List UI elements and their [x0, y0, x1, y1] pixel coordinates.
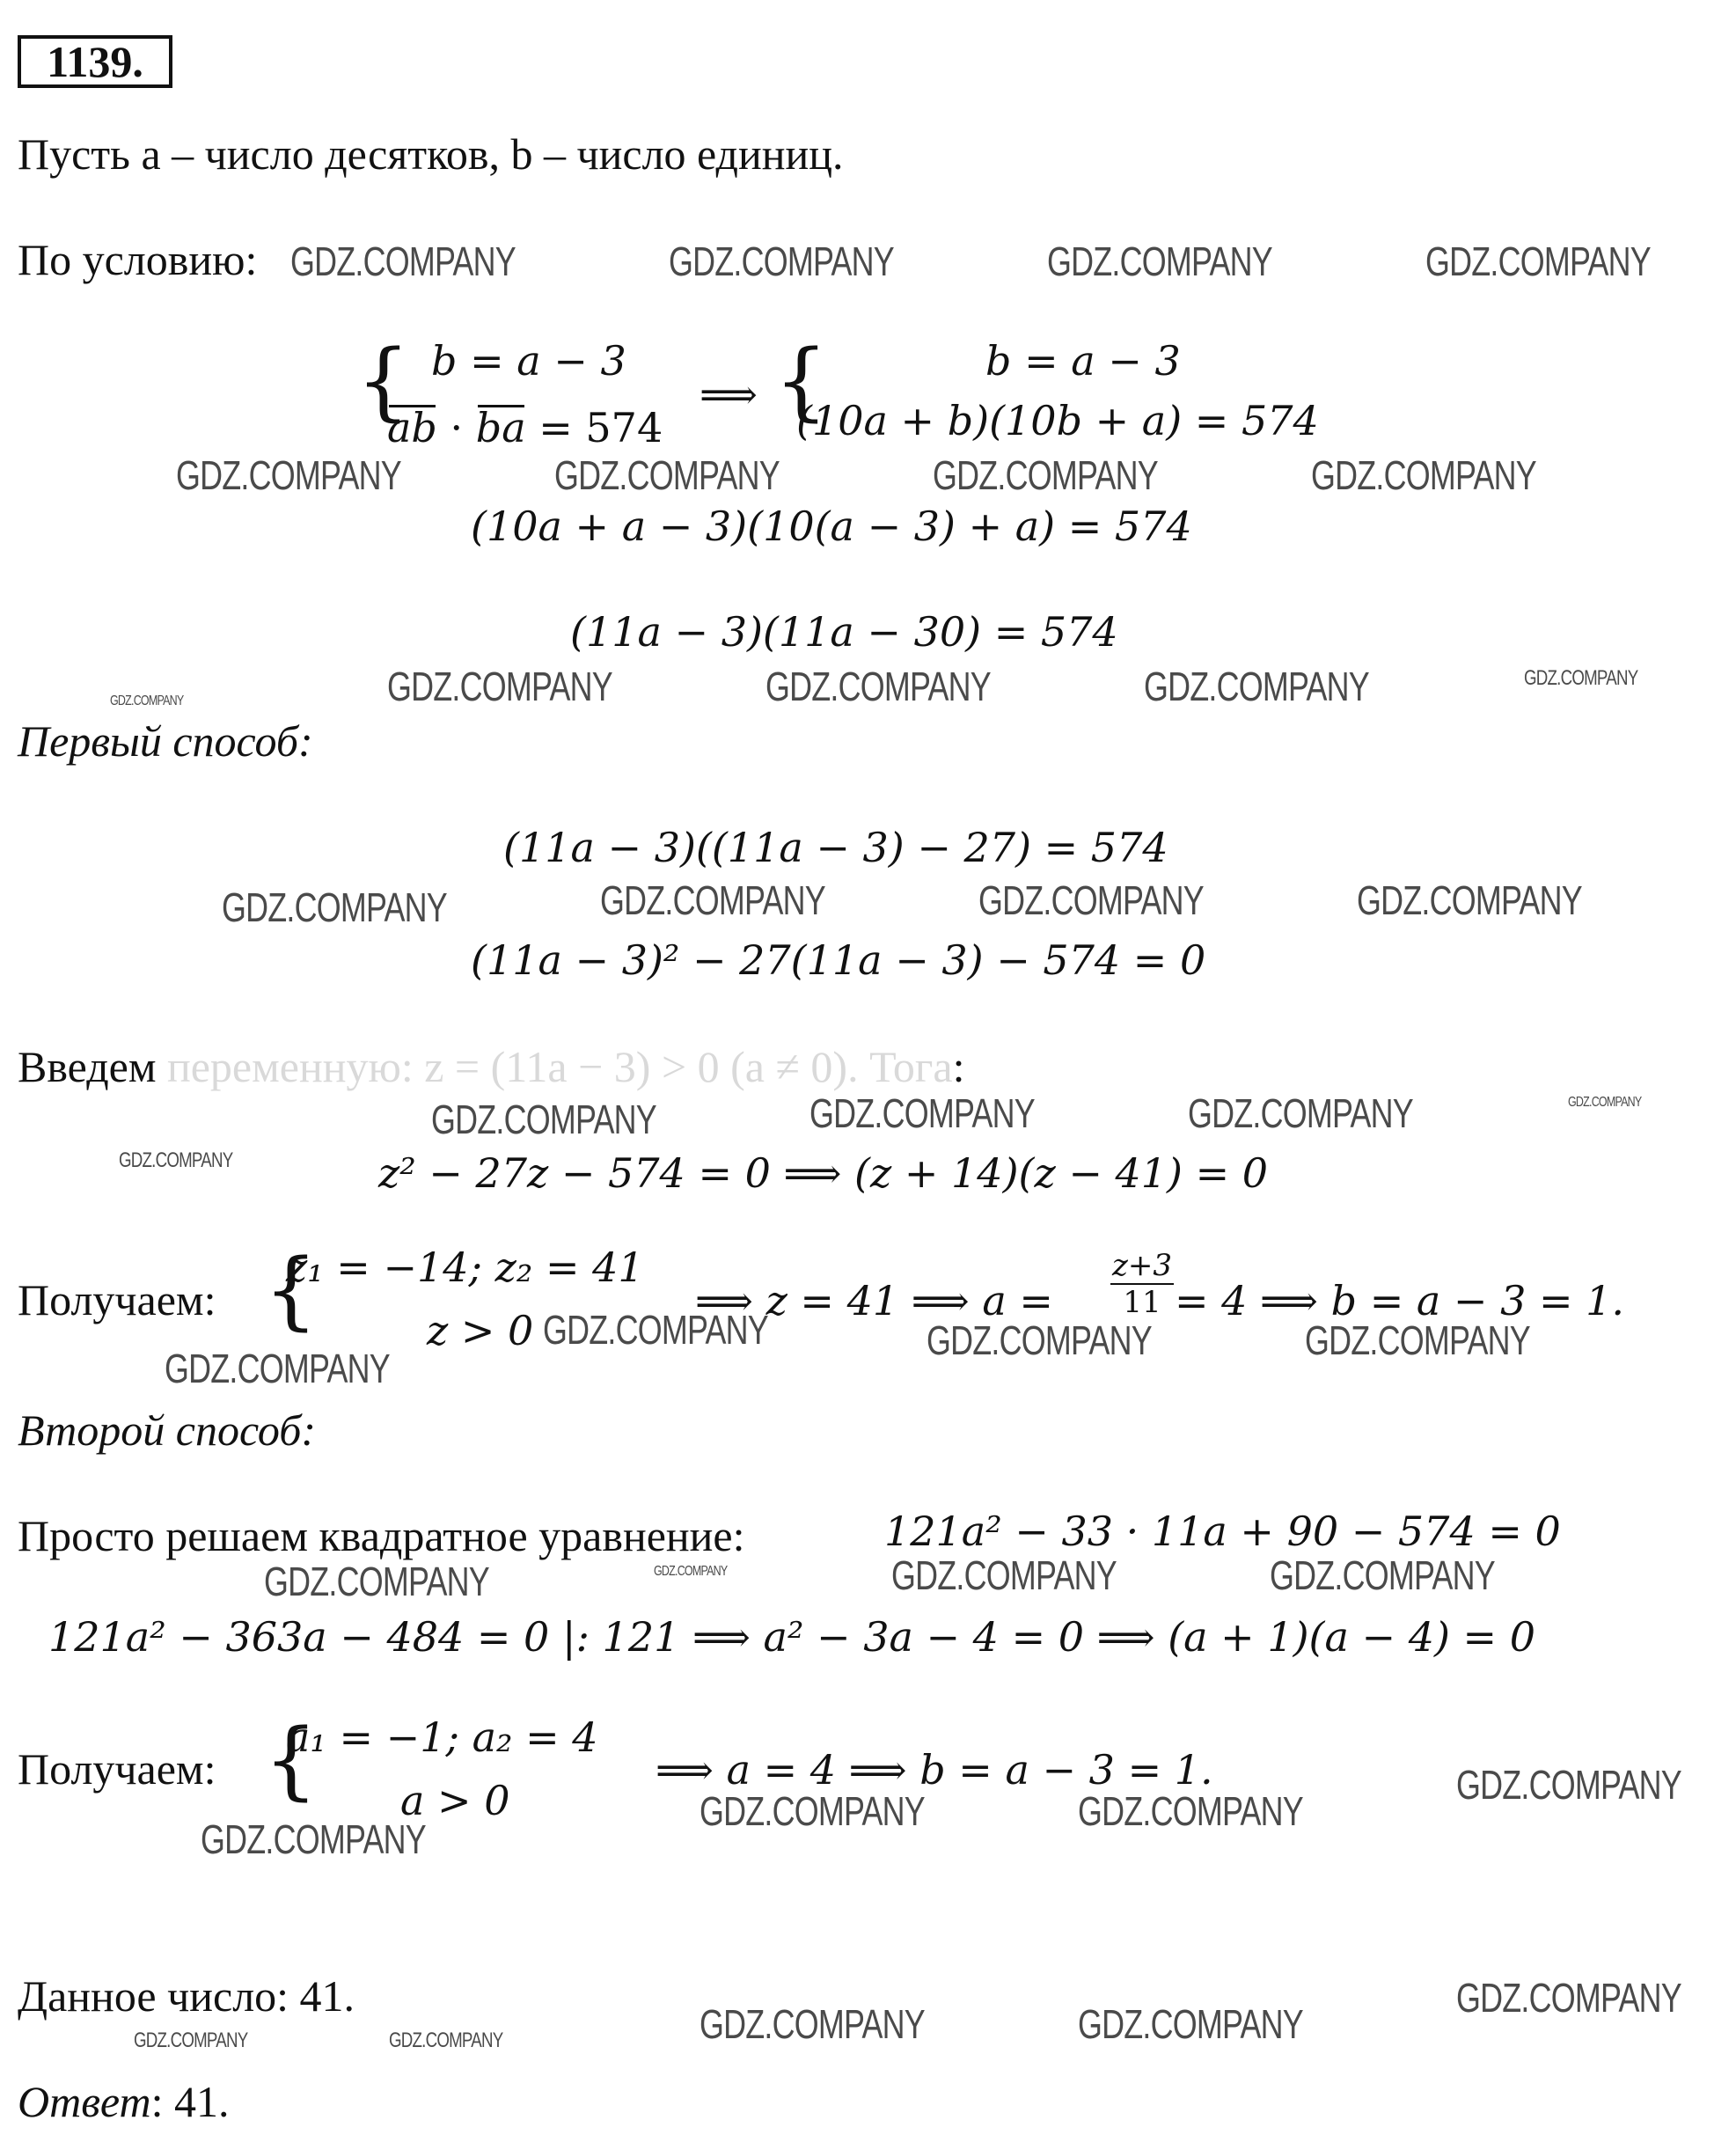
- watermark: GDZ.COMPANY: [290, 238, 516, 284]
- fraction-denominator: 11: [1123, 1285, 1161, 1320]
- substitution-suffix: :: [952, 1042, 965, 1091]
- watermark: GDZ.COMPANY: [978, 877, 1204, 923]
- m2-eq1: 121a² − 363a − 484 = 0 |: 121 ⟹ a² − 3a − 4 = 0 ⟹ (a + 1)(a − 4) = 0: [48, 1613, 1535, 1661]
- system1-line2: [387, 403, 663, 452]
- answer-label: Ответ: [18, 2077, 151, 2126]
- m1-chain-a: ⟹ z = 41 ⟹ a =: [695, 1277, 1053, 1324]
- watermark: GDZ.COMPANY: [1047, 238, 1272, 284]
- m1-sys-line2: z > 0: [427, 1307, 534, 1354]
- fraction-z: [1110, 1248, 1174, 1320]
- watermark: GDZ.COMPANY: [1305, 1317, 1530, 1363]
- system1-rhs-line2: (10a + b)(10b + a) = 574: [796, 397, 1319, 444]
- watermark: GDZ.COMPANY: [654, 1564, 728, 1579]
- m2-sys-line2: a > 0: [400, 1777, 510, 1824]
- watermark: GDZ.COMPANY: [119, 1148, 233, 1172]
- given-number: Данное число: 41.: [18, 1971, 355, 2021]
- watermark: GDZ.COMPANY: [1270, 1552, 1495, 1598]
- watermark: GDZ.COMPANY: [1568, 1095, 1642, 1110]
- watermark: GDZ.COMPANY: [809, 1090, 1035, 1136]
- watermark: GDZ.COMPANY: [891, 1552, 1117, 1598]
- watermark: GDZ.COMPANY: [1524, 666, 1638, 690]
- watermark: GDZ.COMPANY: [1456, 1975, 1681, 2021]
- watermark: GDZ.COMPANY: [1078, 2001, 1303, 2047]
- watermark: GDZ.COMPANY: [1425, 238, 1651, 284]
- m2-chain: ⟹ a = 4 ⟹ b = a − 3 = 1.: [656, 1746, 1213, 1794]
- m2-result-label: Получаем:: [18, 1744, 216, 1794]
- m2-sys-line1: a₁ = −1; a₂ = 4: [286, 1713, 598, 1761]
- m1-quadratic: z² − 27z − 574 = 0 ⟹ (z + 14)(z − 41) = 0: [378, 1149, 1269, 1197]
- watermark: GDZ.COMPANY: [1456, 1762, 1681, 1808]
- watermark: GDZ.COMPANY: [431, 1097, 656, 1142]
- watermark: GDZ.COMPANY: [165, 1346, 390, 1391]
- eq-simplified: (11a − 3)(11a − 30) = 574: [570, 608, 1118, 656]
- watermark: GDZ.COMPANY: [264, 1559, 489, 1604]
- watermark: GDZ.COMPANY: [134, 2029, 248, 2052]
- m2-eq0: 121a² − 33 · 11a + 90 − 574 = 0: [884, 1508, 1561, 1555]
- left-brace-1: {: [356, 332, 411, 430]
- watermark: GDZ.COMPANY: [1357, 877, 1582, 923]
- implies-arrow-1: ⟹: [700, 371, 758, 418]
- left-brace-2: {: [774, 332, 829, 430]
- watermark: GDZ.COMPANY: [387, 664, 612, 709]
- watermark: GDZ.COMPANY: [669, 238, 894, 284]
- watermark: GDZ.COMPANY: [554, 452, 780, 498]
- answer-line: [18, 2075, 229, 2128]
- watermark: GDZ.COMPANY: [927, 1317, 1152, 1363]
- substitution-prefix: Введем: [18, 1042, 167, 1091]
- system1-rhs-line1: b = a − 3: [985, 337, 1181, 385]
- answer-value: : 41.: [150, 2077, 230, 2126]
- watermark: GDZ.COMPANY: [700, 2001, 925, 2047]
- substitution-faded: переменную: z = (11a − 3) > 0 (a ≠ 0). Тога: [166, 1042, 953, 1091]
- watermark: GDZ.COMPANY: [1188, 1090, 1413, 1136]
- system1-line1: b = a − 3: [431, 337, 626, 385]
- watermark: GDZ.COMPANY: [176, 452, 401, 498]
- m1-result-label: Получаем:: [18, 1275, 216, 1324]
- condition-label: По условию:: [18, 235, 258, 284]
- watermark: GDZ.COMPANY: [222, 884, 447, 930]
- watermark: GDZ.COMPANY: [933, 452, 1158, 498]
- substitution-line: [18, 1040, 964, 1093]
- m2-intro: Просто решаем квадратное уравнение:: [18, 1511, 745, 1560]
- second-method-label: Второй способ:: [18, 1405, 317, 1455]
- m1-chain-b: = 4 ⟹ b = a − 3 = 1.: [1175, 1277, 1625, 1324]
- watermark: GDZ.COMPANY: [1144, 664, 1369, 709]
- watermark: GDZ.COMPANY: [600, 877, 825, 923]
- overline-ba: ba: [475, 404, 526, 451]
- m1-sys-line1: z₁ = −14; z₂ = 41: [286, 1244, 644, 1291]
- task-number: 1139.: [18, 35, 172, 88]
- m1-eq2: (11a − 3)² − 27(11a − 3) − 574 = 0: [471, 936, 1206, 984]
- first-method-label: Первый способ:: [18, 716, 313, 766]
- eq-substituted: (10a + a − 3)(10(a − 3) + a) = 574: [471, 503, 1192, 550]
- dot: ·: [436, 404, 476, 451]
- overline-ab: ab: [387, 404, 437, 451]
- watermark: GDZ.COMPANY: [201, 1816, 426, 1862]
- watermark: GDZ.COMPANY: [700, 1788, 925, 1834]
- intro-text: Пусть a – число десятков, b – число единиц.: [18, 129, 844, 179]
- eq-574: = 574: [525, 404, 663, 451]
- watermark: GDZ.COMPANY: [1311, 452, 1536, 498]
- left-brace-4: {: [264, 1711, 319, 1809]
- watermark: GDZ.COMPANY: [389, 2029, 503, 2052]
- left-brace-3: {: [264, 1241, 319, 1339]
- watermark: GDZ.COMPANY: [110, 693, 184, 708]
- fraction-numerator: z+3: [1112, 1248, 1173, 1283]
- watermark: GDZ.COMPANY: [1078, 1788, 1303, 1834]
- watermark: GDZ.COMPANY: [765, 664, 991, 709]
- watermark: GDZ.COMPANY: [543, 1307, 768, 1353]
- m1-eq1: (11a − 3)((11a − 3) − 27) = 574: [503, 824, 1168, 871]
